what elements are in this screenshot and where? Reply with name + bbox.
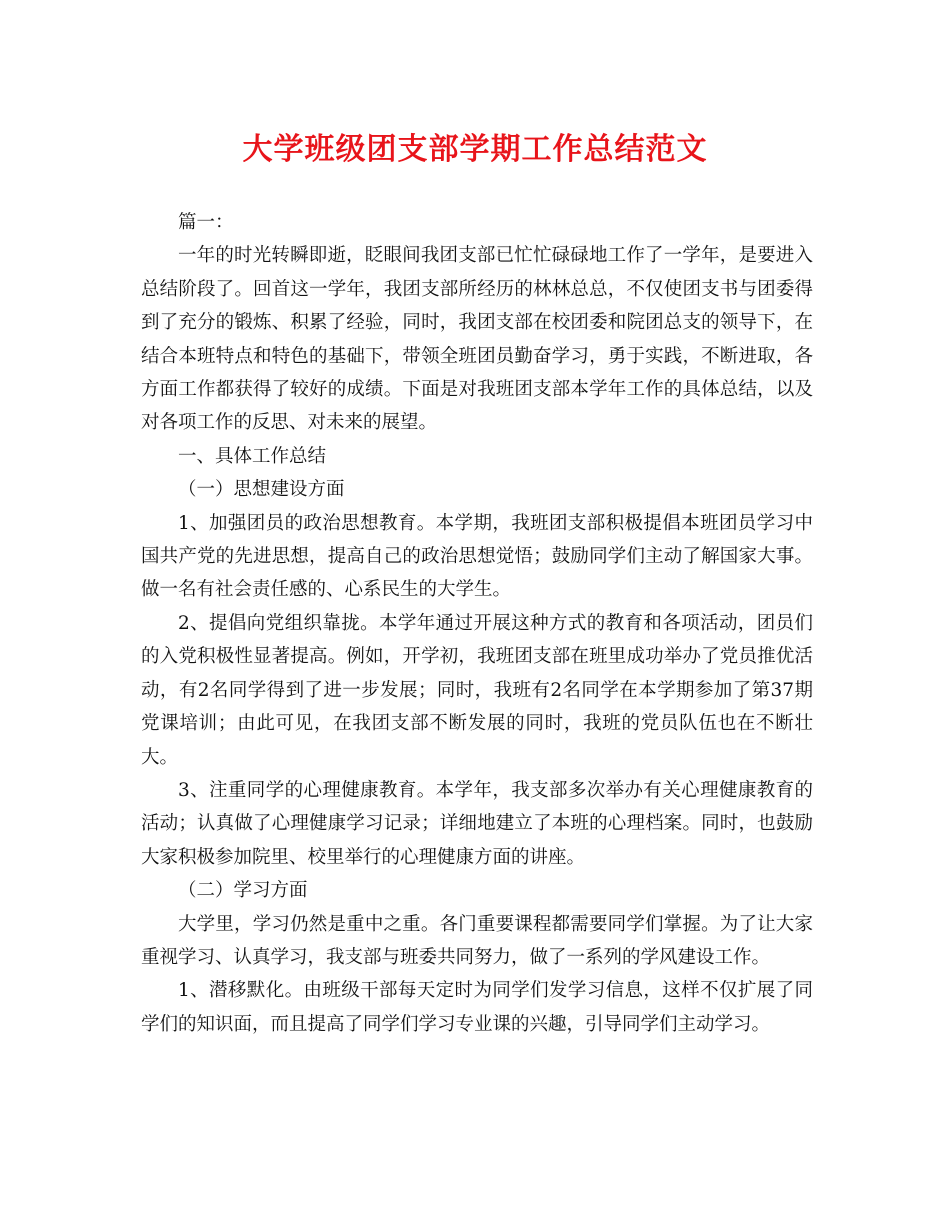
paragraph-intro: 一年的时光转瞬即逝，眨眼间我团支部已忙忙碌碌地工作了一学年，是要进入总结阶段了。回首这一学年，我团支部所经历的林林总总，不仅使团支书与团委得到了充分的锻炼、积累了经验，同时，我团支部在校团委和院团总支的领导下，在结合本班特点和特色的基础下，带领全班团员勤奋学习，勇于实践，不断进取，各方面工作都获得了较好的成绩。下面是对我班团支部本学年工作的具体总结，以及对各项工作的反思、对未来的展望。 — [141, 245, 813, 434]
document-title: 大学班级团支部学期工作总结范文 — [242, 132, 708, 167]
paragraph-item-1: 1、加强团员的政治思想教育。本学期，我班团支部积极提倡本班团员学习中国共产党的先进思想，提高自己的政治思想觉悟；鼓励同学们主动了解国家大事。做一名有社会责任感的、心系民生的大学生。 — [141, 512, 813, 601]
heading-work-summary: 一、具体工作总结 — [178, 445, 327, 467]
paragraph-study-intro: 大学里，学习仍然是重中之重。各门重要课程都需要同学们掌握。为了让大家重视学习、认真学习，我支部与班委共同努力，做了一系列的学风建设工作。 — [141, 913, 813, 968]
subheading-ideology: （一）思想建设方面 — [178, 479, 345, 501]
paragraph-section-label: 篇一： — [178, 212, 234, 233]
subheading-study: （二）学习方面 — [178, 880, 308, 902]
document-body — [141, 206, 813, 1041]
paragraph-item-3: 3、注重同学的心理健康教育。本学年，我支部多次举办有关心理健康教育的活动；认真做了心理健康学习记录；详细地建立了本班的心理档案。同时，也鼓励大家积极参加院里、校里举行的心理健康方面的讲座。 — [141, 779, 813, 868]
paragraph-item-2: 2、提倡向党组织靠拢。本学年通过开展这种方式的教育和各项活动，团员们的入党积极性显著提高。例如，开学初，我班团支部在班里成功举办了党员推优活动，有2名同学得到了进一步发展；同时，我班有2名同学在本学期参加了第37期党课培训；由此可见，在我团支部不断发展的同时，我班的党员队伍也在不断壮大。 — [141, 612, 813, 768]
paragraph-study-item-1: 1、潜移默化。由班级干部每天定时为同学们发学习信息，这样不仅扩展了同学们的知识面，而且提高了同学们学习专业课的兴趣，引导同学们主动学习。 — [141, 980, 813, 1035]
